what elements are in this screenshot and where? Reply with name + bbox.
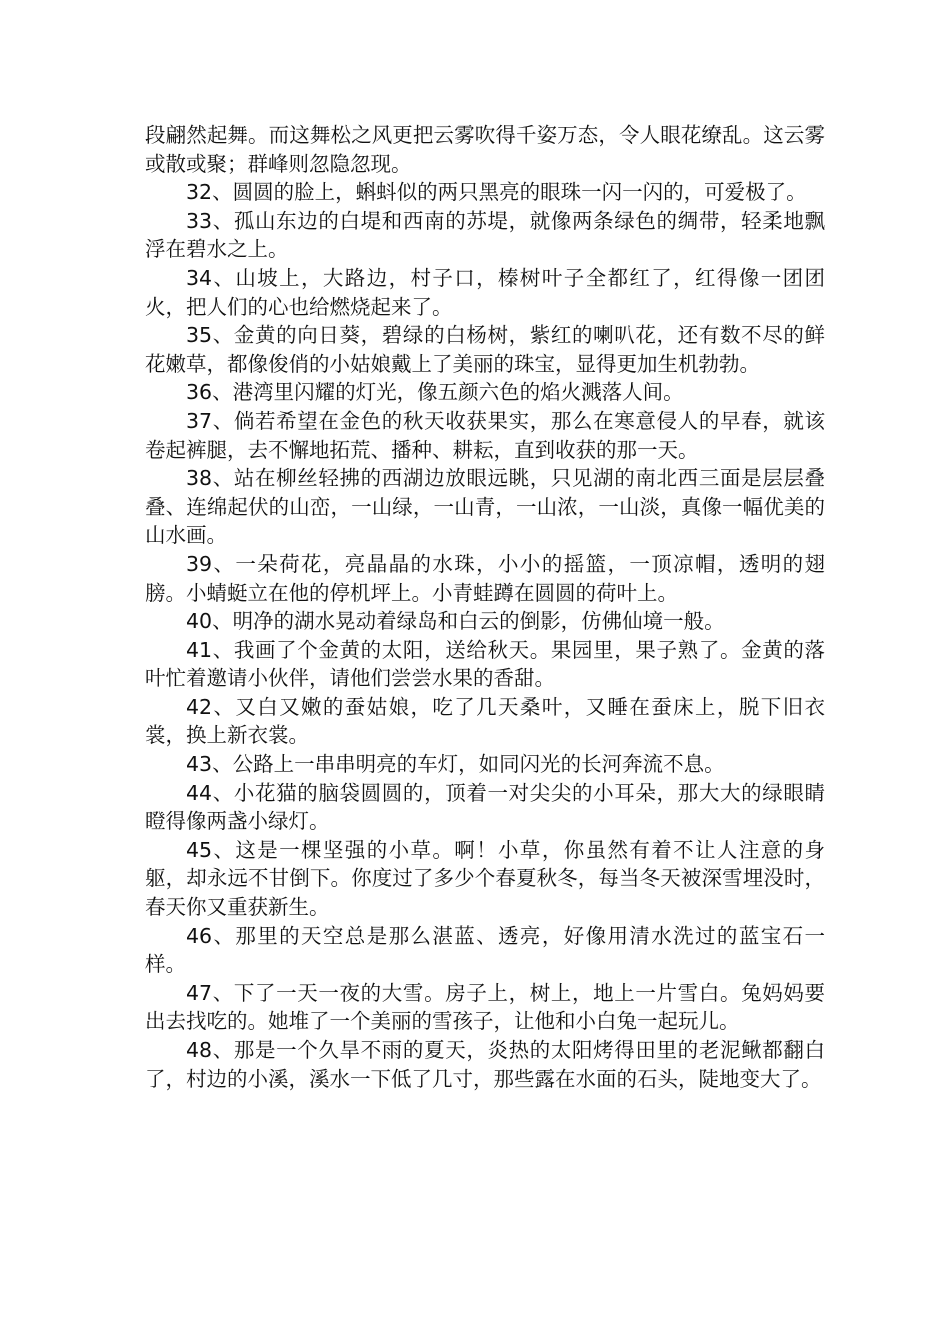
list-item-47: 47、下了一天一夜的大雪。房子上，树上，地上一片雪白。兔妈妈要出去找吃的。她堆了一个美丽的雪孩子，让他和小白兔一起玩儿。 [145, 980, 825, 1034]
list-item-37: 37、倘若希望在金色的秋天收获果实，那么在寒意侵人的早春，就该卷起裤腿，去不懈地拓荒、播种、耕耘，直到收获的那一天。 [145, 408, 825, 462]
document-body [145, 121, 825, 1093]
list-item-39: 39、一朵荷花，亮晶晶的水珠，小小的摇篮，一顶凉帽，透明的翅膀。小蜻蜓立在他的停机坪上。小青蛙蹲在圆圆的荷叶上。 [145, 551, 825, 605]
list-item-45: 45、这是一棵坚强的小草。啊！小草，你虽然有着不让人注意的身躯，却永远不甘倒下。你度过了多少个春夏秋冬，每当冬天被深雪埋没时，春天你又重获新生。 [145, 837, 825, 920]
list-item-44: 44、小花猫的脑袋圆圆的，顶着一对尖尖的小耳朵，那大大的绿眼睛瞪得像两盏小绿灯。 [145, 780, 825, 834]
continuation-paragraph: 段翩然起舞。而这舞松之风更把云雾吹得千姿万态，令人眼花缭乱。这云雾或散或聚；群峰则忽隐忽现。 [145, 123, 825, 176]
list-item-41: 41、我画了个金黄的太阳，送给秋天。果园里，果子熟了。金黄的落叶忙着邀请小伙伴，请他们尝尝水果的香甜。 [145, 637, 825, 691]
list-item-36: 36、港湾里闪耀的灯光，像五颜六色的焰火溅落人间。 [186, 380, 684, 405]
list-item-40: 40、明净的湖水晃动着绿岛和白云的倒影，仿佛仙境一般。 [186, 609, 725, 634]
list-item-33: 33、孤山东边的白堤和西南的苏堤，就像两条绿色的绸带，轻柔地飘浮在碧水之上。 [145, 208, 825, 262]
list-item-42: 42、又白又嫩的蚕姑娘，吃了几天桑叶，又睡在蚕床上，脱下旧衣裳，换上新衣裳。 [145, 694, 825, 748]
list-item-32: 32、圆圆的脸上，蝌蚪似的两只黑亮的眼珠一闪一闪的，可爱极了。 [186, 180, 807, 205]
list-item-38: 38、站在柳丝轻拂的西湖边放眼远眺，只见湖的南北西三面是层层叠叠、连绵起伏的山峦，一山绿，一山青，一山浓，一山淡，真像一幅优美的山水画。 [145, 466, 825, 548]
list-item-43: 43、公路上一串串明亮的车灯，如同闪光的长河奔流不息。 [186, 752, 725, 777]
list-item-48: 48、那是一个久旱不雨的夏天，炎热的太阳烤得田里的老泥鳅都翻白了，村边的小溪，溪水一下低了几寸，那些露在水面的石头，陡地变大了。 [145, 1038, 825, 1091]
list-item-35: 35、金黄的向日葵，碧绿的白杨树，紫红的喇叭花，还有数不尽的鲜花嫩草，都像俊俏的小姑娘戴上了美丽的珠宝，显得更加生机勃勃。 [145, 323, 825, 376]
list-item-46: 46、那里的天空总是那么湛蓝、透亮，好像用清水洗过的蓝宝石一样。 [145, 923, 825, 977]
list-item-34: 34、山坡上，大路边，村子口，榛树叶子全都红了，红得像一团团火，把人们的心也给燃烧起来了。 [145, 265, 825, 319]
